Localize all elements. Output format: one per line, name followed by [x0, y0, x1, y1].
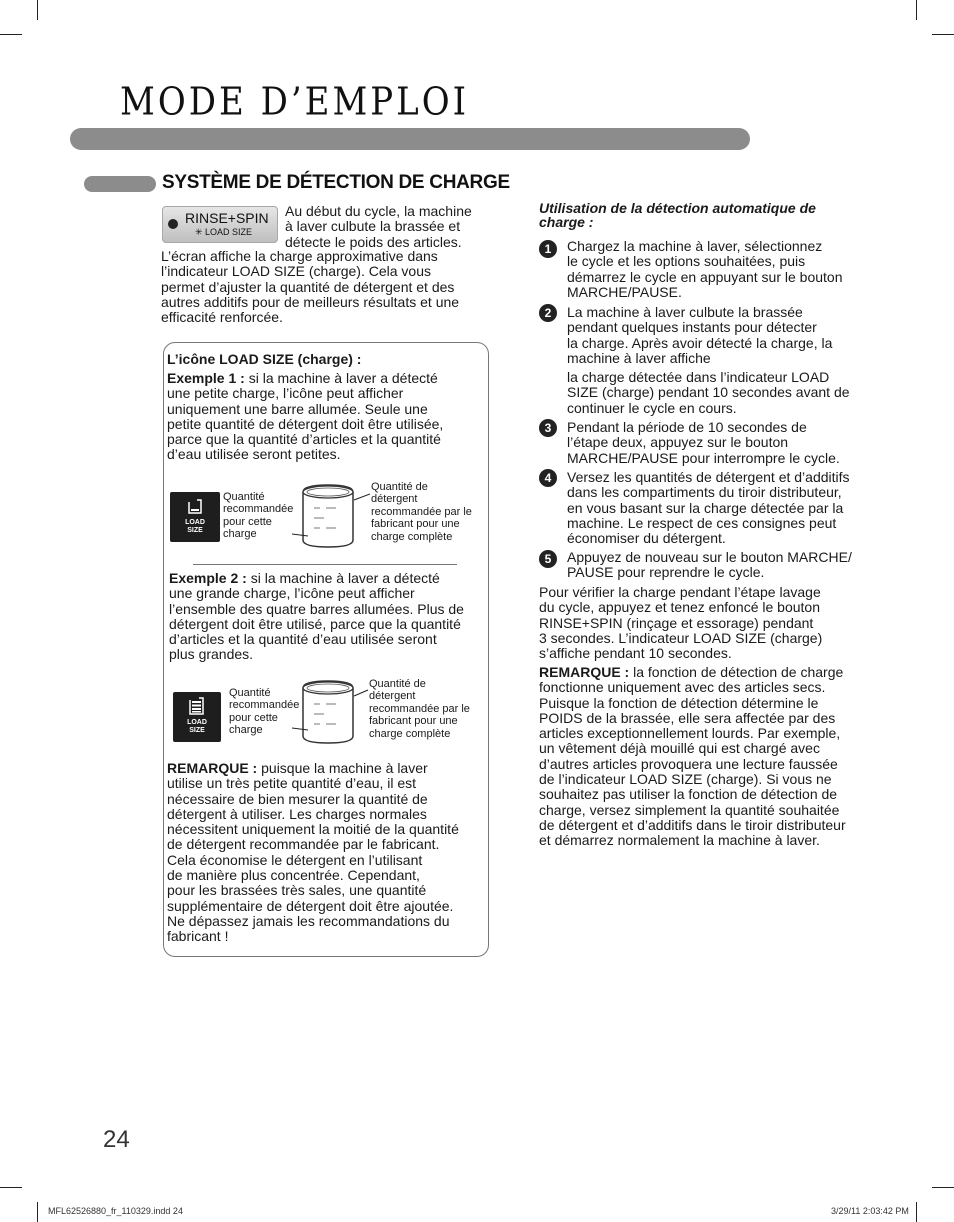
- load-size-icon-small: [170, 492, 220, 542]
- text-line: l’indicateur LOAD SIZE (charge). Cela vous: [161, 263, 431, 280]
- text-line: POIDS de la brassée, elle sera affectée par des: [539, 709, 836, 726]
- text-line: plus grandes.: [169, 646, 254, 663]
- load-icon-label: LOAD: [185, 519, 205, 526]
- text-line: fabricant pour une: [371, 518, 460, 531]
- step-2-continued-text: [567, 370, 850, 416]
- text-line: charge complète: [369, 727, 451, 740]
- text-line: de détergent recommandée par le fabricant.: [167, 836, 440, 853]
- example-label: Exemple 1 :: [167, 370, 245, 386]
- verify-paragraph: [539, 585, 822, 661]
- text-line: fonctionne uniquement avec des articles secs.: [539, 679, 826, 696]
- crop-mark: [37, 0, 38, 20]
- text-line: permet d’ajuster la quantité de détergent et des: [161, 278, 455, 295]
- text-line: machine à laver affiche: [567, 349, 711, 366]
- text-line: de manière plus concentrée. Cependant,: [167, 867, 420, 884]
- text-line: uniquement une barre allumée. Seule une: [167, 400, 428, 417]
- step-number-badge: 3: [539, 419, 557, 437]
- crop-mark: [0, 1187, 22, 1188]
- text-line: recommandée par le: [369, 702, 470, 715]
- text-line: le cycle et les options souhaitées, puis: [567, 253, 806, 270]
- step-number-badge: 5: [539, 550, 557, 568]
- text-line: recommandée: [223, 503, 294, 516]
- text-line: Cela économise le détergent en l’utilisant: [167, 851, 423, 868]
- step-4-text: [567, 470, 850, 546]
- single-bar-icon: [170, 492, 220, 522]
- section-heading: SYSTÈME DE DÉTECTION DE CHARGE: [162, 172, 510, 193]
- text-line: à laver culbute la brassée et: [285, 218, 461, 235]
- figure2-left-label: [229, 687, 299, 737]
- step-2-text: [567, 305, 832, 366]
- text-line: charge: [223, 528, 257, 541]
- text-line: souhaitez pas utiliser la fonction de détection de: [539, 786, 838, 803]
- example1-paragraph: [167, 371, 443, 463]
- text-line: pour les brassées très sales, une quantité: [167, 882, 427, 899]
- text-line: Pendant la période de 10 secondes de: [567, 419, 807, 435]
- text-line: détergent: [371, 493, 418, 506]
- intro-side-text: [285, 204, 472, 250]
- text-line: une grande charge, l’icône peut afficher: [169, 585, 415, 602]
- text-line: Quantité: [223, 491, 265, 503]
- text-line: Quantité de: [369, 678, 426, 690]
- crop-mark: [916, 1202, 917, 1222]
- text-line: fabricant !: [167, 928, 229, 945]
- measuring-cup-icon: [290, 480, 370, 552]
- load-icon-label: SIZE: [189, 727, 205, 734]
- footer-timestamp: 3/29/11 2:03:42 PM: [831, 1206, 909, 1216]
- text-line: supplémentaire de détergent doit être ajoutée.: [167, 897, 454, 914]
- page-title: MODE D’EMPLOI: [120, 80, 470, 125]
- crop-mark: [932, 1187, 954, 1188]
- four-bars-icon: [173, 692, 221, 722]
- step-number-badge: 1: [539, 240, 557, 258]
- text-line: MARCHE/PAUSE pour interrompre le cycle.: [567, 449, 840, 466]
- footer-file-info: MFL62526880_fr_110329.indd 24: [48, 1206, 183, 1216]
- text-line: Chargez la machine à laver, sélectionnez: [567, 238, 823, 254]
- button-sublabel: ✳ LOAD SIZE: [195, 227, 253, 237]
- indicator-dot-icon: [168, 219, 178, 229]
- text-line: utilise un très petite quantité d’eau, il est: [167, 775, 417, 792]
- text-line: détecte le poids des articles.: [285, 233, 462, 250]
- text-line: machine. Le respect de ces consignes peut: [567, 514, 837, 531]
- text-line: recommandée: [229, 699, 300, 712]
- text-line: du cycle, appuyez et tenez enfoncé le bouton: [539, 599, 820, 616]
- text-line: Pour vérifier la charge pendant l’étape lavage: [539, 584, 821, 600]
- text-line: de détergent et d’additifs dans le tiroir distributeur: [539, 816, 846, 833]
- text-line: continuer le cycle en cours.: [567, 399, 737, 416]
- crop-mark: [0, 34, 22, 35]
- figure2-right-label: [369, 678, 470, 740]
- text-line: Versez les quantités de détergent et d’additifs: [567, 469, 850, 485]
- text-line: petite quantité de détergent doit être utilisée,: [167, 415, 444, 432]
- page-number: 24: [103, 1126, 130, 1153]
- text-line: dans les compartiments du tiroir distributeur,: [567, 484, 842, 501]
- section-pill: [84, 176, 156, 192]
- remark-label: REMARQUE :: [167, 760, 258, 776]
- text-span: la fonction de détection de charge: [629, 664, 844, 680]
- text-line: [167, 761, 459, 776]
- crop-mark: [37, 1202, 38, 1222]
- text-line: Ne dépassez jamais les recommandations du: [167, 912, 450, 929]
- right-subheading: [539, 201, 816, 229]
- text-span: si la machine à laver a détecté: [244, 370, 438, 386]
- text-line: fabricant pour une: [369, 715, 458, 728]
- text-line: charge, versez simplement la quantité souhaitée: [539, 801, 840, 818]
- text-line: nécessaire de bien mesurer la quantité de: [167, 790, 428, 807]
- text-line: Au début du cycle, la machine: [285, 203, 472, 219]
- text-line: Quantité de: [371, 481, 428, 493]
- text-line: L’écran affiche la charge approximative dans: [161, 248, 438, 264]
- text-line: [167, 371, 443, 386]
- text-line: d’articles et la quantité d’eau utilisée seront: [169, 631, 437, 648]
- text-line: économiser du détergent.: [567, 530, 726, 547]
- text-line: pour cette: [223, 515, 272, 528]
- text-line: charge: [229, 724, 263, 737]
- text-line: PAUSE pour reprendre le cycle.: [567, 564, 765, 581]
- text-line: l’étape deux, appuyez sur le bouton: [567, 434, 789, 451]
- text-line: nécessitent uniquement la moitié de la quantité: [167, 821, 459, 838]
- text-line: La machine à laver culbute la brassée: [567, 304, 803, 320]
- text-line: articles exceptionnellement lourds. Par exemple,: [539, 725, 841, 742]
- box-heading: L’icône LOAD SIZE (charge) :: [167, 351, 362, 367]
- text-line: la charge détectée dans l’indicateur LOAD: [567, 369, 830, 385]
- load-size-icon-full: [173, 692, 221, 742]
- text-line: Puisque la fonction de détection détermine le: [539, 694, 819, 711]
- text-line: un vêtement déjà mouillé qui est chargé avec: [539, 740, 820, 757]
- text-line: en vous basant sur la charge détectée par la: [567, 499, 844, 516]
- text-line: d’autres articles provoquera une lecture faussée: [539, 755, 838, 772]
- example2-paragraph: [169, 571, 464, 663]
- measuring-cup-icon: [290, 676, 370, 748]
- text-line: et démarrez normalement la machine à laver.: [539, 832, 820, 849]
- text-line: d’eau utilisée seront petites.: [167, 446, 341, 463]
- text-line: pour cette: [229, 711, 278, 724]
- text-line: [169, 571, 464, 586]
- text-line: parce que la quantité d’articles et la quantité: [167, 431, 441, 448]
- text-line: détergent doit être utilisé, parce que la quantité: [169, 615, 461, 632]
- text-line: Quantité: [229, 687, 271, 699]
- intro-paragraph: [161, 249, 459, 325]
- title-bar: [70, 128, 750, 150]
- text-line: une petite charge, l’icône peut afficher: [167, 385, 404, 402]
- text-span: si la machine à laver a détecté: [246, 570, 440, 586]
- step-5-text: [567, 550, 852, 581]
- load-icon-label: SIZE: [187, 527, 203, 534]
- step-number-badge: 4: [539, 469, 557, 487]
- text-line: Utilisation de la détection automatique de: [539, 200, 816, 216]
- figure1-left-label: [223, 491, 293, 541]
- text-line: efficacité renforcée.: [161, 309, 283, 326]
- load-icon-label: LOAD: [187, 719, 207, 726]
- crop-mark: [916, 0, 917, 20]
- text-line: la charge. Après avoir détecté la charge, la: [567, 334, 833, 351]
- text-line: Appuyez de nouveau sur le bouton MARCHE/: [567, 549, 852, 565]
- remark-label: REMARQUE :: [539, 664, 630, 680]
- step-1-text: [567, 239, 843, 300]
- text-line: démarrez le cycle en appuyant sur le bouton: [567, 268, 843, 285]
- text-line: de l’indicateur LOAD SIZE (charge). Si vous ne: [539, 771, 832, 788]
- text-line: charge complète: [371, 530, 453, 543]
- remark-paragraph: [167, 761, 459, 945]
- divider-line: [193, 564, 457, 565]
- example-label: Exemple 2 :: [169, 570, 247, 586]
- text-line: MARCHE/PAUSE.: [567, 283, 682, 300]
- figure1-right-label: [371, 481, 472, 543]
- button-label: RINSE+SPIN: [185, 210, 269, 226]
- step-3-text: [567, 420, 840, 466]
- rinse-spin-button-image: [162, 206, 278, 243]
- text-line: l’ensemble des quatre barres allumées. Plus de: [169, 600, 464, 617]
- text-line: détergent: [369, 690, 416, 703]
- text-line: RINSE+SPIN (rinçage et essorage) pendant: [539, 614, 814, 631]
- text-line: s’affiche pendant 10 secondes.: [539, 645, 732, 662]
- text-span: puisque la machine à laver: [257, 760, 428, 776]
- text-line: charge :: [539, 214, 594, 230]
- text-line: détergent à utiliser. Les charges normales: [167, 805, 427, 822]
- text-line: SIZE (charge) pendant 10 secondes avant de: [567, 384, 850, 401]
- crop-mark: [932, 34, 954, 35]
- text-line: [539, 665, 846, 680]
- text-line: pendant quelques instants pour détecter: [567, 319, 817, 336]
- text-line: recommandée par le: [371, 505, 472, 518]
- step-number-badge: 2: [539, 304, 557, 322]
- note-paragraph: [539, 665, 846, 849]
- text-line: 3 secondes. L’indicateur LOAD SIZE (charge): [539, 629, 823, 646]
- text-line: autres additifs pour de meilleurs résultats et une: [161, 293, 460, 310]
